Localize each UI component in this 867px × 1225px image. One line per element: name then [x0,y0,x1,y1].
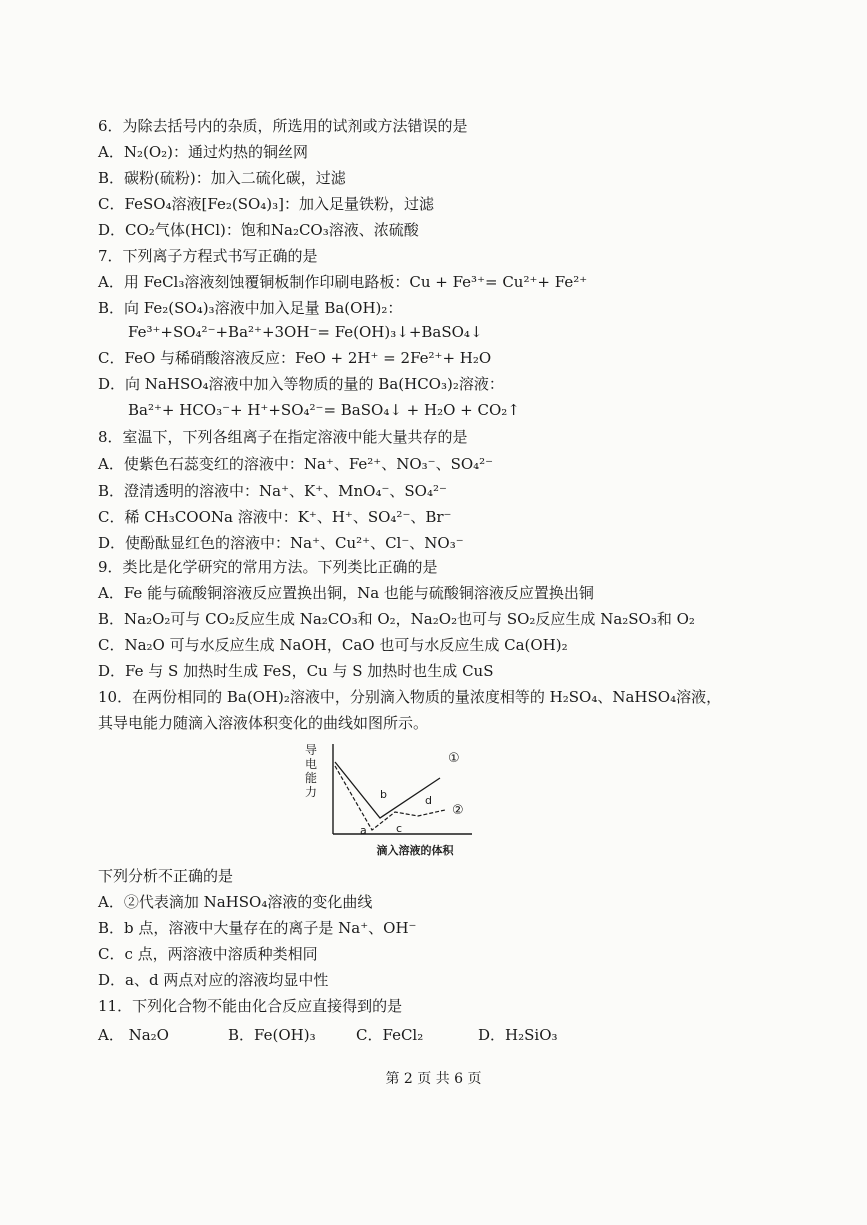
conductivity-curve-figure [300,740,500,862]
y-label-char: 力 [304,785,318,799]
q10-option-d: D．a、d 两点对应的溶液均显中性 [98,971,329,989]
q10-option-a: A．②代表滴加 NaHSO₄溶液的变化曲线 [98,893,373,911]
q11-stem: 11．下列化合物不能由化合反应直接得到的是 [98,997,403,1015]
q7-option-a: A．用 FeCl₃溶液刻蚀覆铜板制作印刷电路板：Cu + Fe³⁺= Cu²⁺+ Fe²⁺ [98,273,588,291]
curve-1 [335,762,440,818]
q7-option-d: D．向 NaHSO₄溶液中加入等物质的量的 Ba(HCO₃)₂溶液： [98,375,504,393]
q8-option-a: A．使紫色石蕊变红的溶液中：Na⁺、Fe²⁺、NO₃⁻、SO₄²⁻ [98,455,494,473]
q9-option-d: D．Fe 与 S 加热时生成 FeS，Cu 与 S 加热时也生成 CuS [98,662,494,680]
q6-option-c: C．FeSO₄溶液[Fe₂(SO₄)₃]：加入足量铁粉，过滤 [98,195,435,213]
q8-option-b: B．澄清透明的溶液中：Na⁺、K⁺、MnO₄⁻、SO₄²⁻ [98,482,447,500]
q6-option-b: B．碳粉(硫粉)：加入二硫化碳，过滤 [98,169,346,187]
q10-ask: 下列分析不正确的是 [98,867,234,885]
q11-option-a: A． Na₂O [98,1026,169,1044]
q7-option-d-equation: Ba²⁺+ HCO₃⁻+ H⁺+SO₄²⁻= BaSO₄↓ + H₂O + CO₂↑ [128,401,520,419]
point-c-label: c [396,822,403,835]
point-d-label: d [425,794,432,807]
q8-option-d: D．使酚酞显红色的溶液中：Na⁺、Cu²⁺、Cl⁻、NO₃⁻ [98,534,464,552]
curve-1-label: ① [448,751,460,766]
q7-option-b: B．向 Fe₂(SO₄)₃溶液中加入足量 Ba(OH)₂： [98,299,403,317]
curve-2-label: ② [452,803,464,818]
q9-option-a: A．Fe 能与硫酸铜溶液反应置换出铜，Na 也能与硫酸铜溶液反应置换出铜 [98,584,594,602]
y-label-char: 能 [304,771,318,785]
y-axis-label [305,743,317,799]
q7-option-c: C．FeO 与稀硝酸溶液反应：FeO + 2H⁺ = 2Fe²⁺+ H₂O [98,349,492,367]
q6-stem: 6．为除去括号内的杂质，所选用的试剂或方法错误的是 [98,117,468,135]
x-axis-label: 滴入溶液的体积 [376,844,454,857]
q9-stem: 9．类比是化学研究的常用方法。下列类比正确的是 [98,558,438,576]
y-label-char: 导 [304,743,318,757]
q7-option-b-equation: Fe³⁺+SO₄²⁻+Ba²⁺+3OH⁻= Fe(OH)₃↓+BaSO₄↓ [128,323,483,341]
q6-option-d: D．CO₂气体(HCl)：饱和Na₂CO₃溶液、浓硫酸 [98,221,419,239]
q10-option-c: C．c 点，两溶液中溶质种类相同 [98,945,318,963]
q7-stem: 7．下列离子方程式书写正确的是 [98,247,318,265]
q8-option-c: C．稀 CH₃COONa 溶液中：K⁺、H⁺、SO₄²⁻、Br⁻ [98,508,452,526]
page-footer: 第 2 页 共 6 页 [385,1071,482,1087]
q10-option-b: B．b 点，溶液中大量存在的离子是 Na⁺、OH⁻ [98,919,417,937]
q11-option-c: C．FeCl₂ [356,1026,424,1044]
point-a-label: a [360,824,367,837]
q8-stem: 8．室温下，下列各组离子在指定溶液中能大量共存的是 [98,428,468,446]
q6-option-a: A．N₂(O₂)：通过灼热的铜丝网 [98,143,308,161]
q11-option-b: B．Fe(OH)₃ [228,1026,316,1044]
y-label-char: 电 [304,757,318,771]
q9-option-c: C．Na₂O 可与水反应生成 NaOH，CaO 也可与水反应生成 Ca(OH)₂ [98,636,568,654]
point-b-label: b [380,788,387,801]
q9-option-b: B．Na₂O₂可与 CO₂反应生成 Na₂CO₃和 O₂，Na₂O₂也可与 SO₂反应生成 Na₂SO₃和 O₂ [98,610,695,628]
q10-stem-line1: 10．在两份相同的 Ba(OH)₂溶液中，分别滴入物质的量浓度相等的 H₂SO₄、NaHSO₄溶液， [98,688,722,706]
q10-stem-line2: 其导电能力随滴入溶液体积变化的曲线如图所示。 [98,714,429,732]
q11-option-d: D．H₂SiO₃ [478,1026,558,1044]
